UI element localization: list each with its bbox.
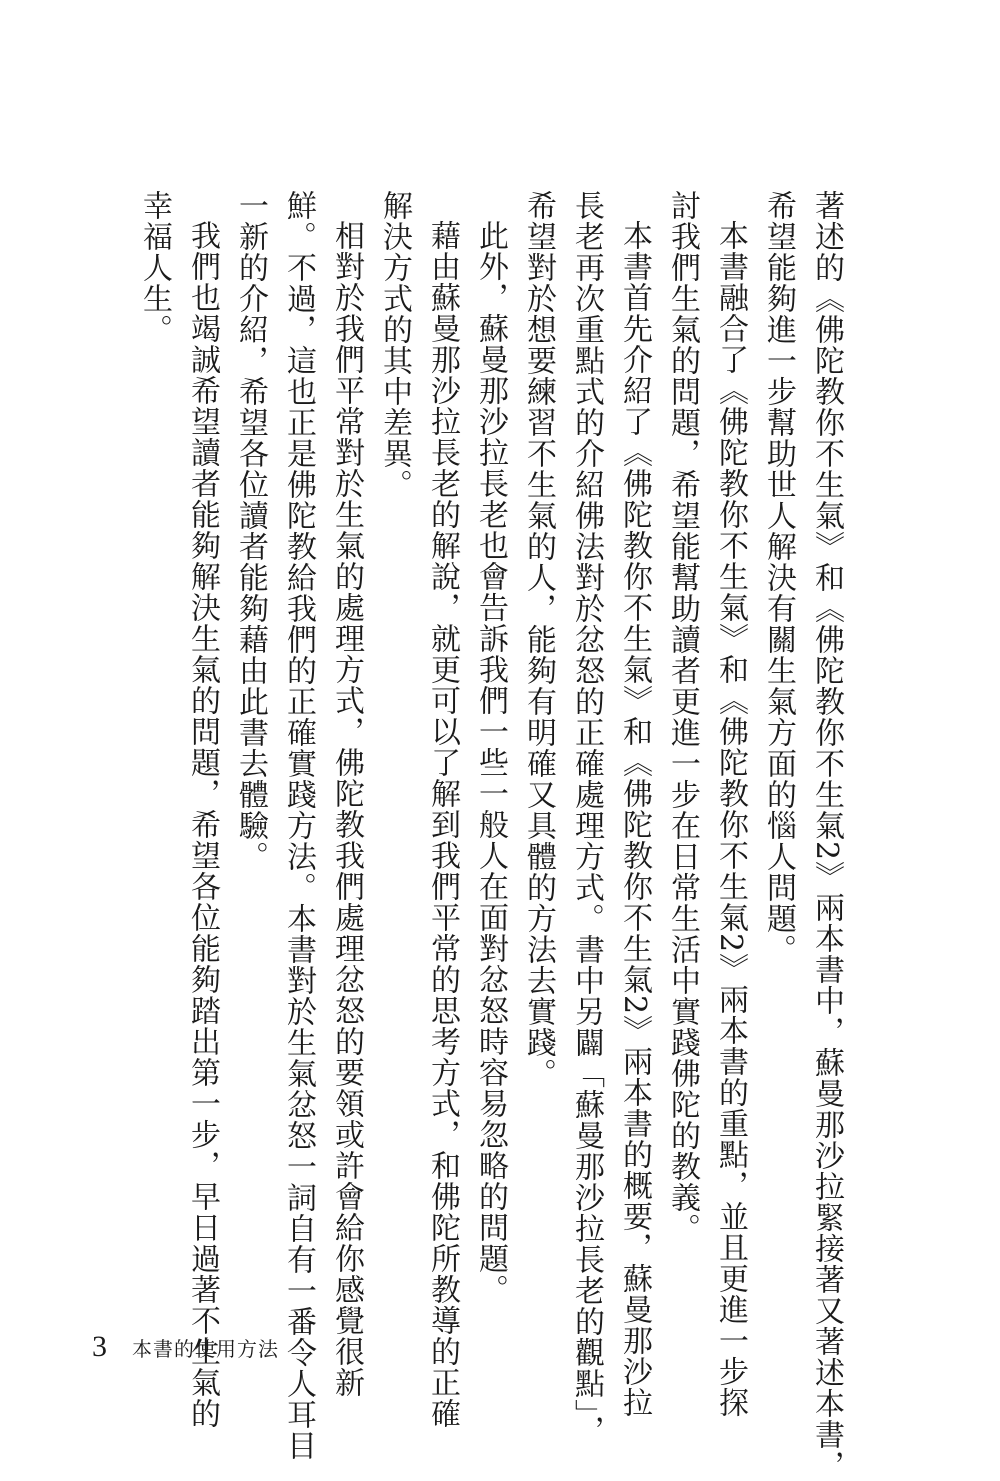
text-line: 相對於我們平常對於生氣的處理方式，佛陀教我們處理忿怒的要領或許會給你感覺很新 [329, 220, 364, 1398]
text-line: 一新的介紹，希望各位讀者能夠藉由此書去體驗。 [233, 190, 268, 872]
text-line: 幸福人生。 [137, 190, 172, 345]
page-footer [92, 1330, 279, 1364]
text-line: 著述的《佛陀教你不生氣》和《佛陀教你不生氣2》兩本書中，蘇曼那沙拉緊接著又著述本書， [809, 190, 844, 1481]
text-line: 希望能夠進一步幫助世人解決有關生氣方面的惱人問題。 [761, 190, 796, 965]
text-line: 本書融合了《佛陀教你不生氣》和《佛陀教你不生氣2》兩本書的重點，並且更進一步探 [713, 220, 748, 1419]
running-title: 本書的使用方法 [132, 1337, 279, 1361]
text-line: 鮮。不過，這也正是佛陀教給我們的正確實踐方法。本書對於生氣忿怒一詞自有一番令人耳目 [281, 190, 316, 1461]
text-line: 討我們生氣的問題，希望能幫助讀者更進一步在日常生活中實踐佛陀的教義。 [665, 190, 700, 1244]
text-line: 此外，蘇曼那沙拉長老也會告訴我們一些一般人在面對忿怒時容易忽略的問題。 [473, 220, 508, 1305]
text-line: 本書首先介紹了《佛陀教你不生氣》和《佛陀教你不生氣2》兩本書的概要，蘇曼那沙拉 [617, 220, 652, 1419]
text-line: 我們也竭誠希望讀者能夠解決生氣的問題，希望各位能夠踏出第一步，早日過著不生氣的 [185, 220, 220, 1429]
text-line: 藉由蘇曼那沙拉長老的解說，就更可以了解到我們平常的思考方式，和佛陀所教導的正確 [425, 220, 460, 1429]
text-line: 希望對於想要練習不生氣的人，能夠有明確又具體的方法去實踐。 [521, 190, 556, 1089]
page-number: 3 [92, 1330, 107, 1363]
text-line: 長老再次重點式的介紹佛法對於忿怒的正確處理方式。書中另闢「蘇曼那沙拉長老的觀點」， [569, 190, 604, 1446]
text-line: 解決方式的其中差異。 [377, 190, 412, 500]
